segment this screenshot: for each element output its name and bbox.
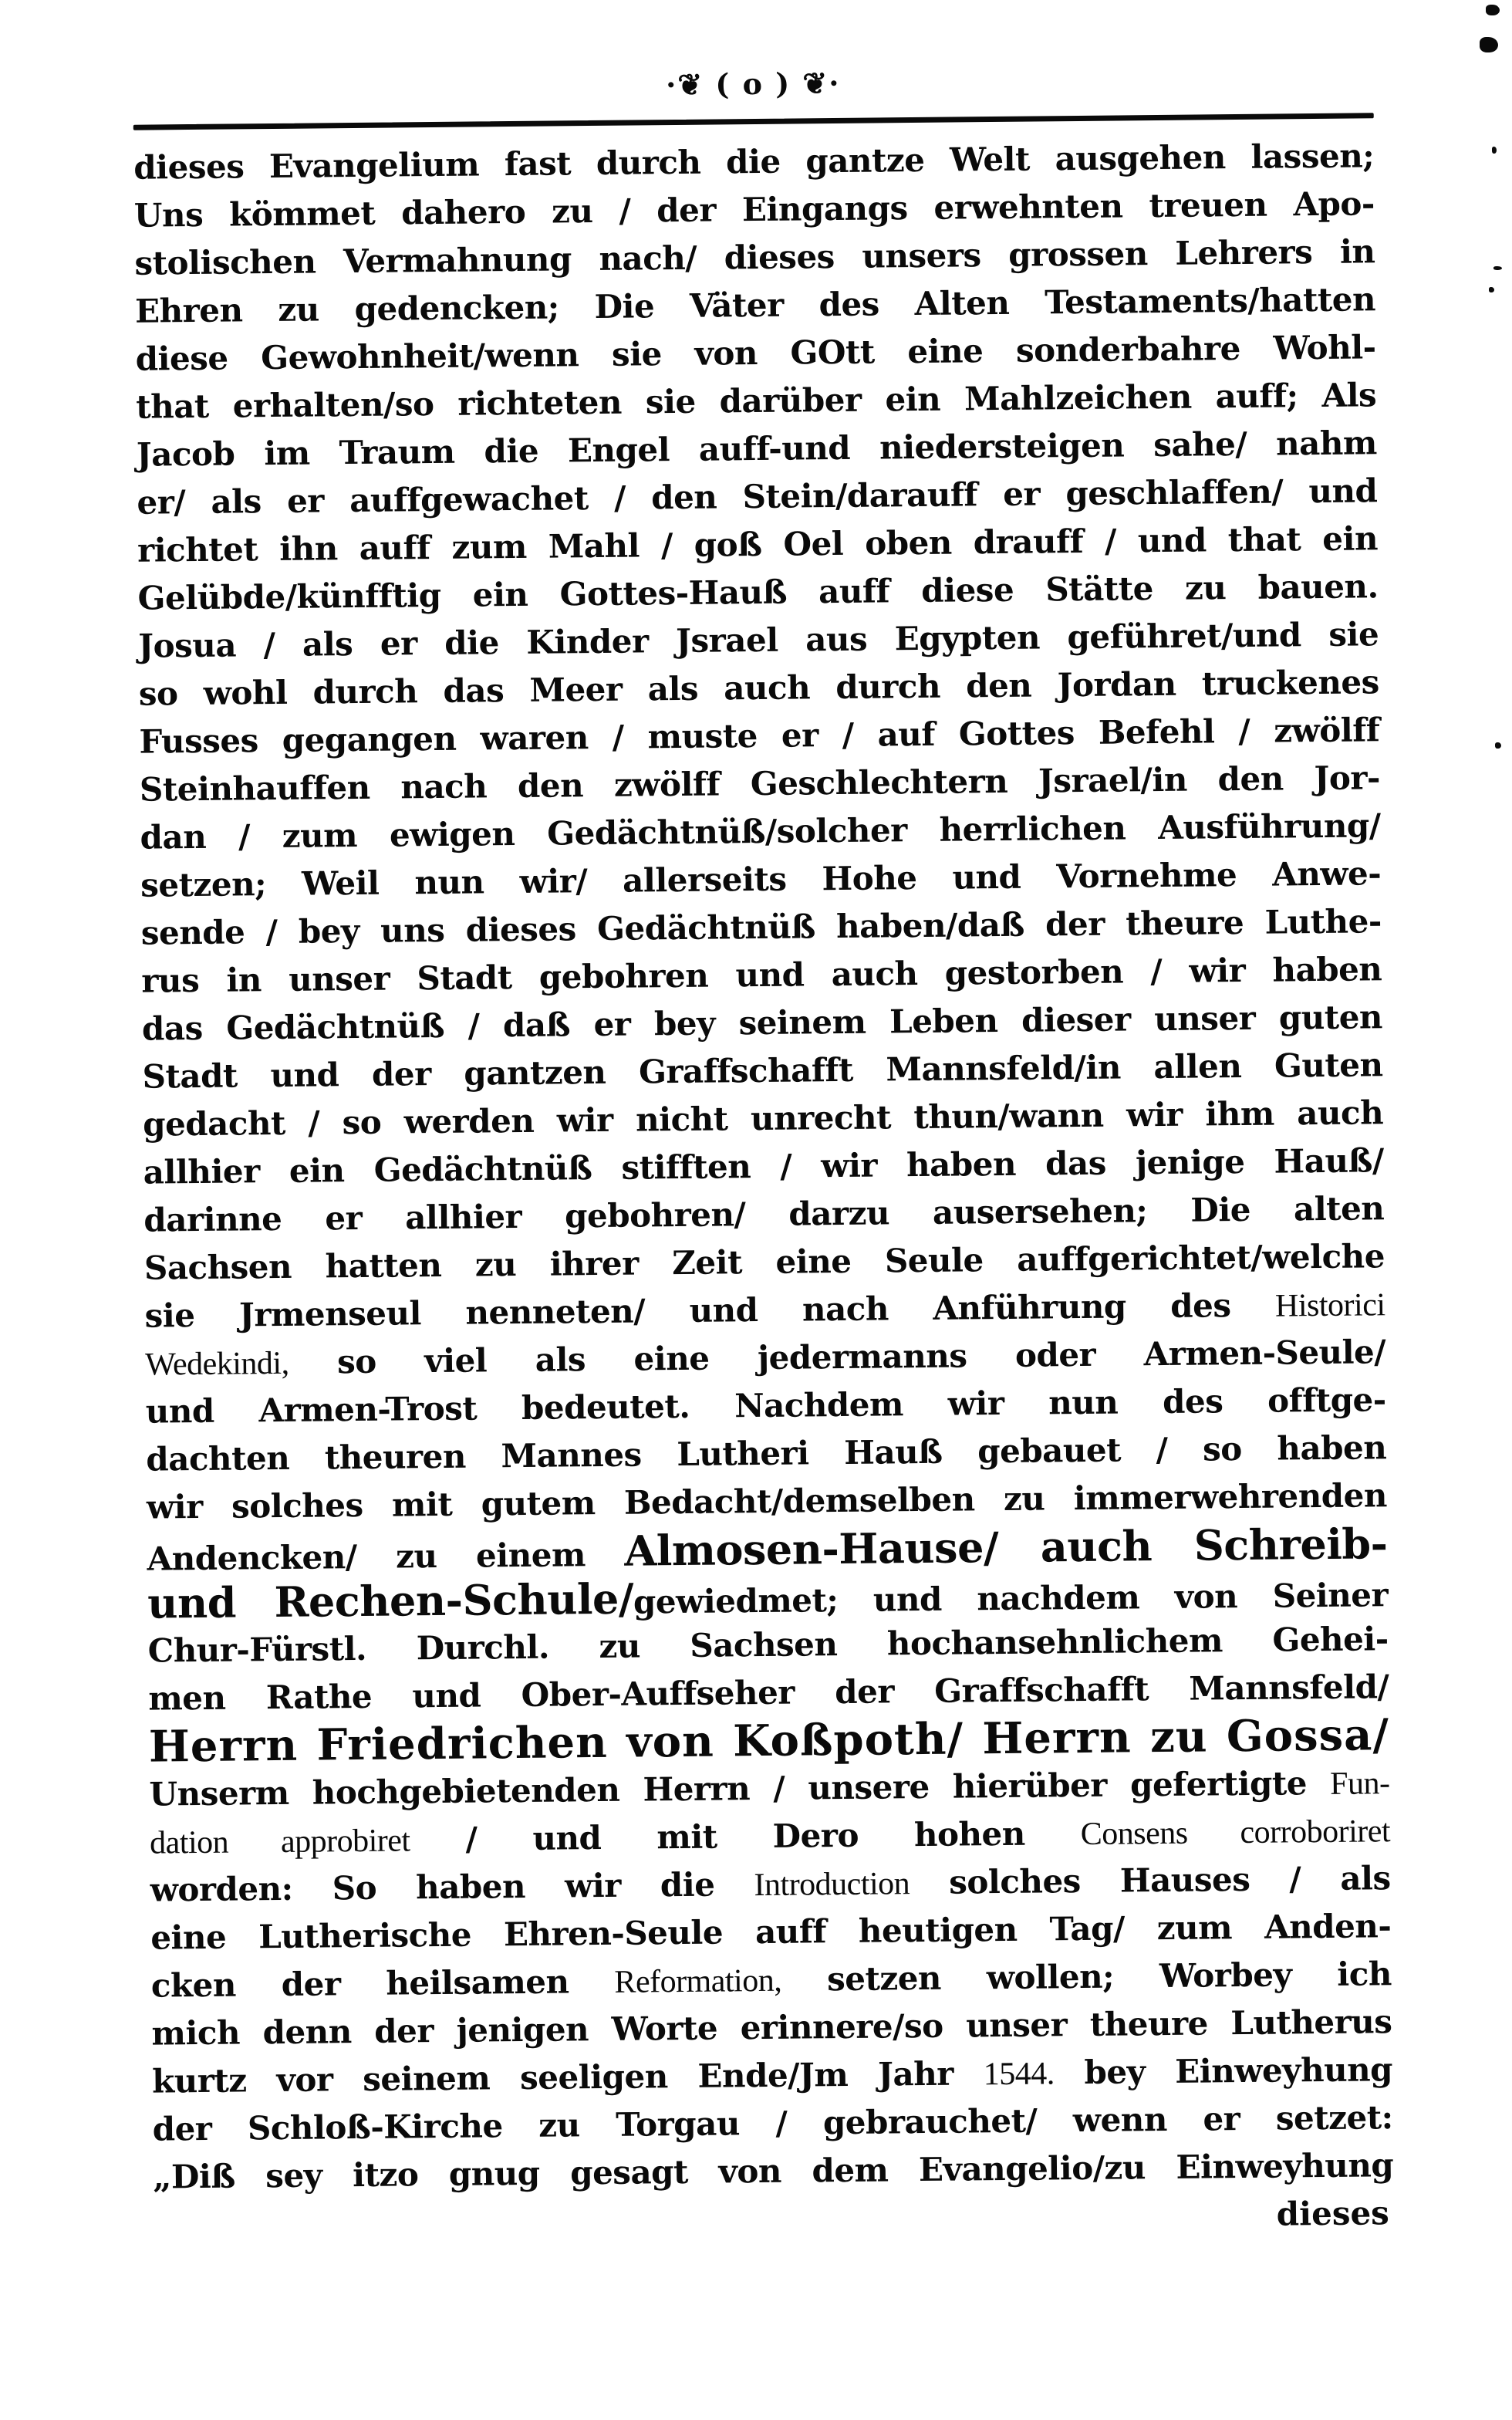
fraktur-text-segment: so viel als eine jedermanns oder Armen-Seule/ xyxy=(289,1333,1386,1381)
ink-speck xyxy=(1486,5,1500,15)
page-content xyxy=(133,54,1394,2249)
fraktur-text-segment: bey Einweyhung xyxy=(1054,2050,1393,2092)
fraktur-text-segment: Stadt und der gantzen Graffschafft Mannsfeld/in allen Guten xyxy=(142,1046,1383,1096)
header-ornament: ·❦ ( o ) ❦· xyxy=(665,65,841,103)
fraktur-text-segment: sende / bey uns dieses Gedächtnüß haben/daß der theure Luthe- xyxy=(140,902,1382,952)
fraktur-text-segment: setzen wollen; Worbey ich xyxy=(781,1955,1392,1999)
fraktur-text-segment: Josua / als er die Kinder Jsrael aus Egypten geführet/und sie xyxy=(138,615,1379,665)
ink-speck xyxy=(1489,287,1494,292)
fraktur-text-segment: Uns kömmet dahero zu / der Eingangs erwehnten treuen Apo- xyxy=(133,184,1375,235)
fraktur-text-segment: men Rathe und Ober-Auffseher der Graffschafft Mannsfeld/ xyxy=(148,1668,1389,1718)
fraktur-text-segment: Fusses gegangen waren / muste er / auf Gottes Befehl / zwölff xyxy=(139,711,1380,761)
roman-text-segment: Consens corroboriret xyxy=(1080,1813,1391,1853)
header-rule-divider xyxy=(133,113,1374,130)
fraktur-text-segment: dan / zum ewigen Gedächtnüß/solcher herrlichen Ausführung/ xyxy=(140,806,1381,857)
roman-text-segment: Historici xyxy=(1274,1287,1385,1324)
fraktur-text-segment: Jacob im Traum die Engel auff-und niedersteigen sahe/ nahm xyxy=(136,424,1378,474)
fraktur-text-segment: der Schloß-Kirche zu Torgau / gebrauchet/ wenn er setzet: xyxy=(152,2098,1393,2148)
catchword: dieses xyxy=(1276,2194,1390,2233)
fraktur-text-segment: gewiedmet; und nachdem von Seiner xyxy=(633,1576,1389,1621)
fraktur-text-segment: Andencken/ zu einem xyxy=(147,1535,625,1578)
fraktur-text-segment: diese Gewohnheit/wenn sie von GOtt eine sonderbahre Wohl- xyxy=(135,328,1376,378)
fraktur-text-segment: Ehren zu gedencken; Die Väter des Alten Testaments/hatten xyxy=(134,280,1376,330)
roman-text-segment: Wedekindi, xyxy=(144,1345,289,1383)
fraktur-text-segment: Chur-Fürstl. Durchl. zu Sachsen hochansehnlichem Gehei- xyxy=(147,1620,1389,1670)
fraktur-text-segment: dachten theuren Mannes Lutheri Hauß gebauet / so haben xyxy=(146,1428,1387,1479)
fraktur-text-segment: Sachsen hatten zu ihrer Zeit eine Seule auffgerichtet/welche xyxy=(143,1237,1385,1287)
ink-speck xyxy=(1492,147,1497,154)
fraktur-text-segment: allhier ein Gedächtnüß stifften / wir haben das jenige Hauß/ xyxy=(143,1141,1384,1191)
fraktur-text-segment: rus in unser Stadt gebohren und auch gestorben / wir haben xyxy=(141,950,1382,1000)
fraktur-text-segment: richtet ihn auff zum Mahl / goß Oel oben drauff / und that ein xyxy=(137,519,1379,570)
fraktur-text-segment: stolischen Vermahnung nach/ dieses unsers grossen Lehrers in xyxy=(134,232,1375,282)
roman-text-segment: Introduction xyxy=(754,1866,910,1904)
fraktur-text-segment: sie Jrmenseul nenneten/ und nach Anführung des xyxy=(144,1286,1276,1335)
fraktur-text-segment: und Armen-Trost bedeutet. Nachdem wir nun des offtge- xyxy=(145,1381,1386,1431)
fraktur-text-segment: Almosen-Hause/ auch Schreib- xyxy=(624,1519,1388,1576)
fraktur-text-segment: dieses Evangelium fast durch die gantze Welt ausgehen lassen; xyxy=(133,137,1375,187)
roman-text-segment: Fun- xyxy=(1329,1766,1390,1802)
fraktur-text-segment: kurtz vor seinem seeligen Ende/Jm Jahr xyxy=(151,2054,984,2101)
fraktur-text-segment: eine Lutherische Ehren-Seule auff heutigen Tag/ zum Anden- xyxy=(150,1907,1392,1957)
fraktur-text-segment: that erhalten/so richteten sie darüber ein Mahlzeichen auff; Als xyxy=(136,376,1377,426)
body-text-block xyxy=(133,132,1394,2201)
fraktur-text-segment: mich denn der jenigen Worte erinnere/so unser theure Lutherus xyxy=(151,2003,1392,2053)
fraktur-text-segment: gedacht / so werden wir nicht unrecht thun/wann wir ihm auch xyxy=(142,1093,1384,1144)
fraktur-text-segment: so wohl durch das Meer als auch durch den Jordan truckenes xyxy=(138,663,1380,713)
fraktur-text-segment: wir solches mit gutem Bedacht/demselben zu immerwehrenden xyxy=(146,1476,1388,1526)
roman-text-segment: Reformation, xyxy=(614,1962,782,2000)
roman-text-segment: dation approbiret xyxy=(149,1823,410,1861)
fraktur-text-segment: und Rechen-Schule/ xyxy=(147,1573,634,1628)
ink-speck xyxy=(1480,37,1498,52)
fraktur-text-segment: „Diß sey itzo gnug gesagt von dem Evangelio/zu Einweyhung xyxy=(153,2146,1394,2196)
fraktur-text-segment: das Gedächtnüß / daß er bey seinem Leben dieser unser guten xyxy=(141,998,1383,1048)
ink-speck xyxy=(1493,266,1502,270)
fraktur-text-segment: Herrn Friedrichen von Koßpoth/ Herrn zu Gossa/ xyxy=(148,1709,1390,1773)
fraktur-text-segment: cken der heilsamen xyxy=(150,1962,615,2005)
fraktur-text-segment: Gelübde/künfftig ein Gottes-Hauß auff diese Stätte zu bauen. xyxy=(137,567,1379,617)
fraktur-text-segment: solches Hauses / als xyxy=(909,1859,1391,1902)
fraktur-text-segment: Steinhauffen nach den zwölff Geschlechtern Jsrael/in den Jor- xyxy=(139,759,1381,809)
fraktur-text-segment: setzen; Weil nun wir/ allerseits Hohe und Vornehme Anwe- xyxy=(140,854,1382,904)
roman-text-segment: 1544. xyxy=(983,2056,1055,2093)
fraktur-text-segment: darinne er allhier gebohren/ darzu ausersehen; Die alten xyxy=(143,1189,1385,1239)
fraktur-text-segment: / und mit Dero hohen xyxy=(410,1814,1082,1859)
ink-speck xyxy=(1495,742,1501,749)
page-header xyxy=(133,54,1374,113)
fraktur-text-segment: worden: So haben wir die xyxy=(150,1865,754,1909)
fraktur-text-segment: er/ als er auffgewachet / den Stein/darauff er geschlaffen/ und xyxy=(137,471,1378,522)
fraktur-text-segment: Unserm hochgebietenden Herrn / unsere hierüber gefertigte xyxy=(149,1763,1331,1813)
